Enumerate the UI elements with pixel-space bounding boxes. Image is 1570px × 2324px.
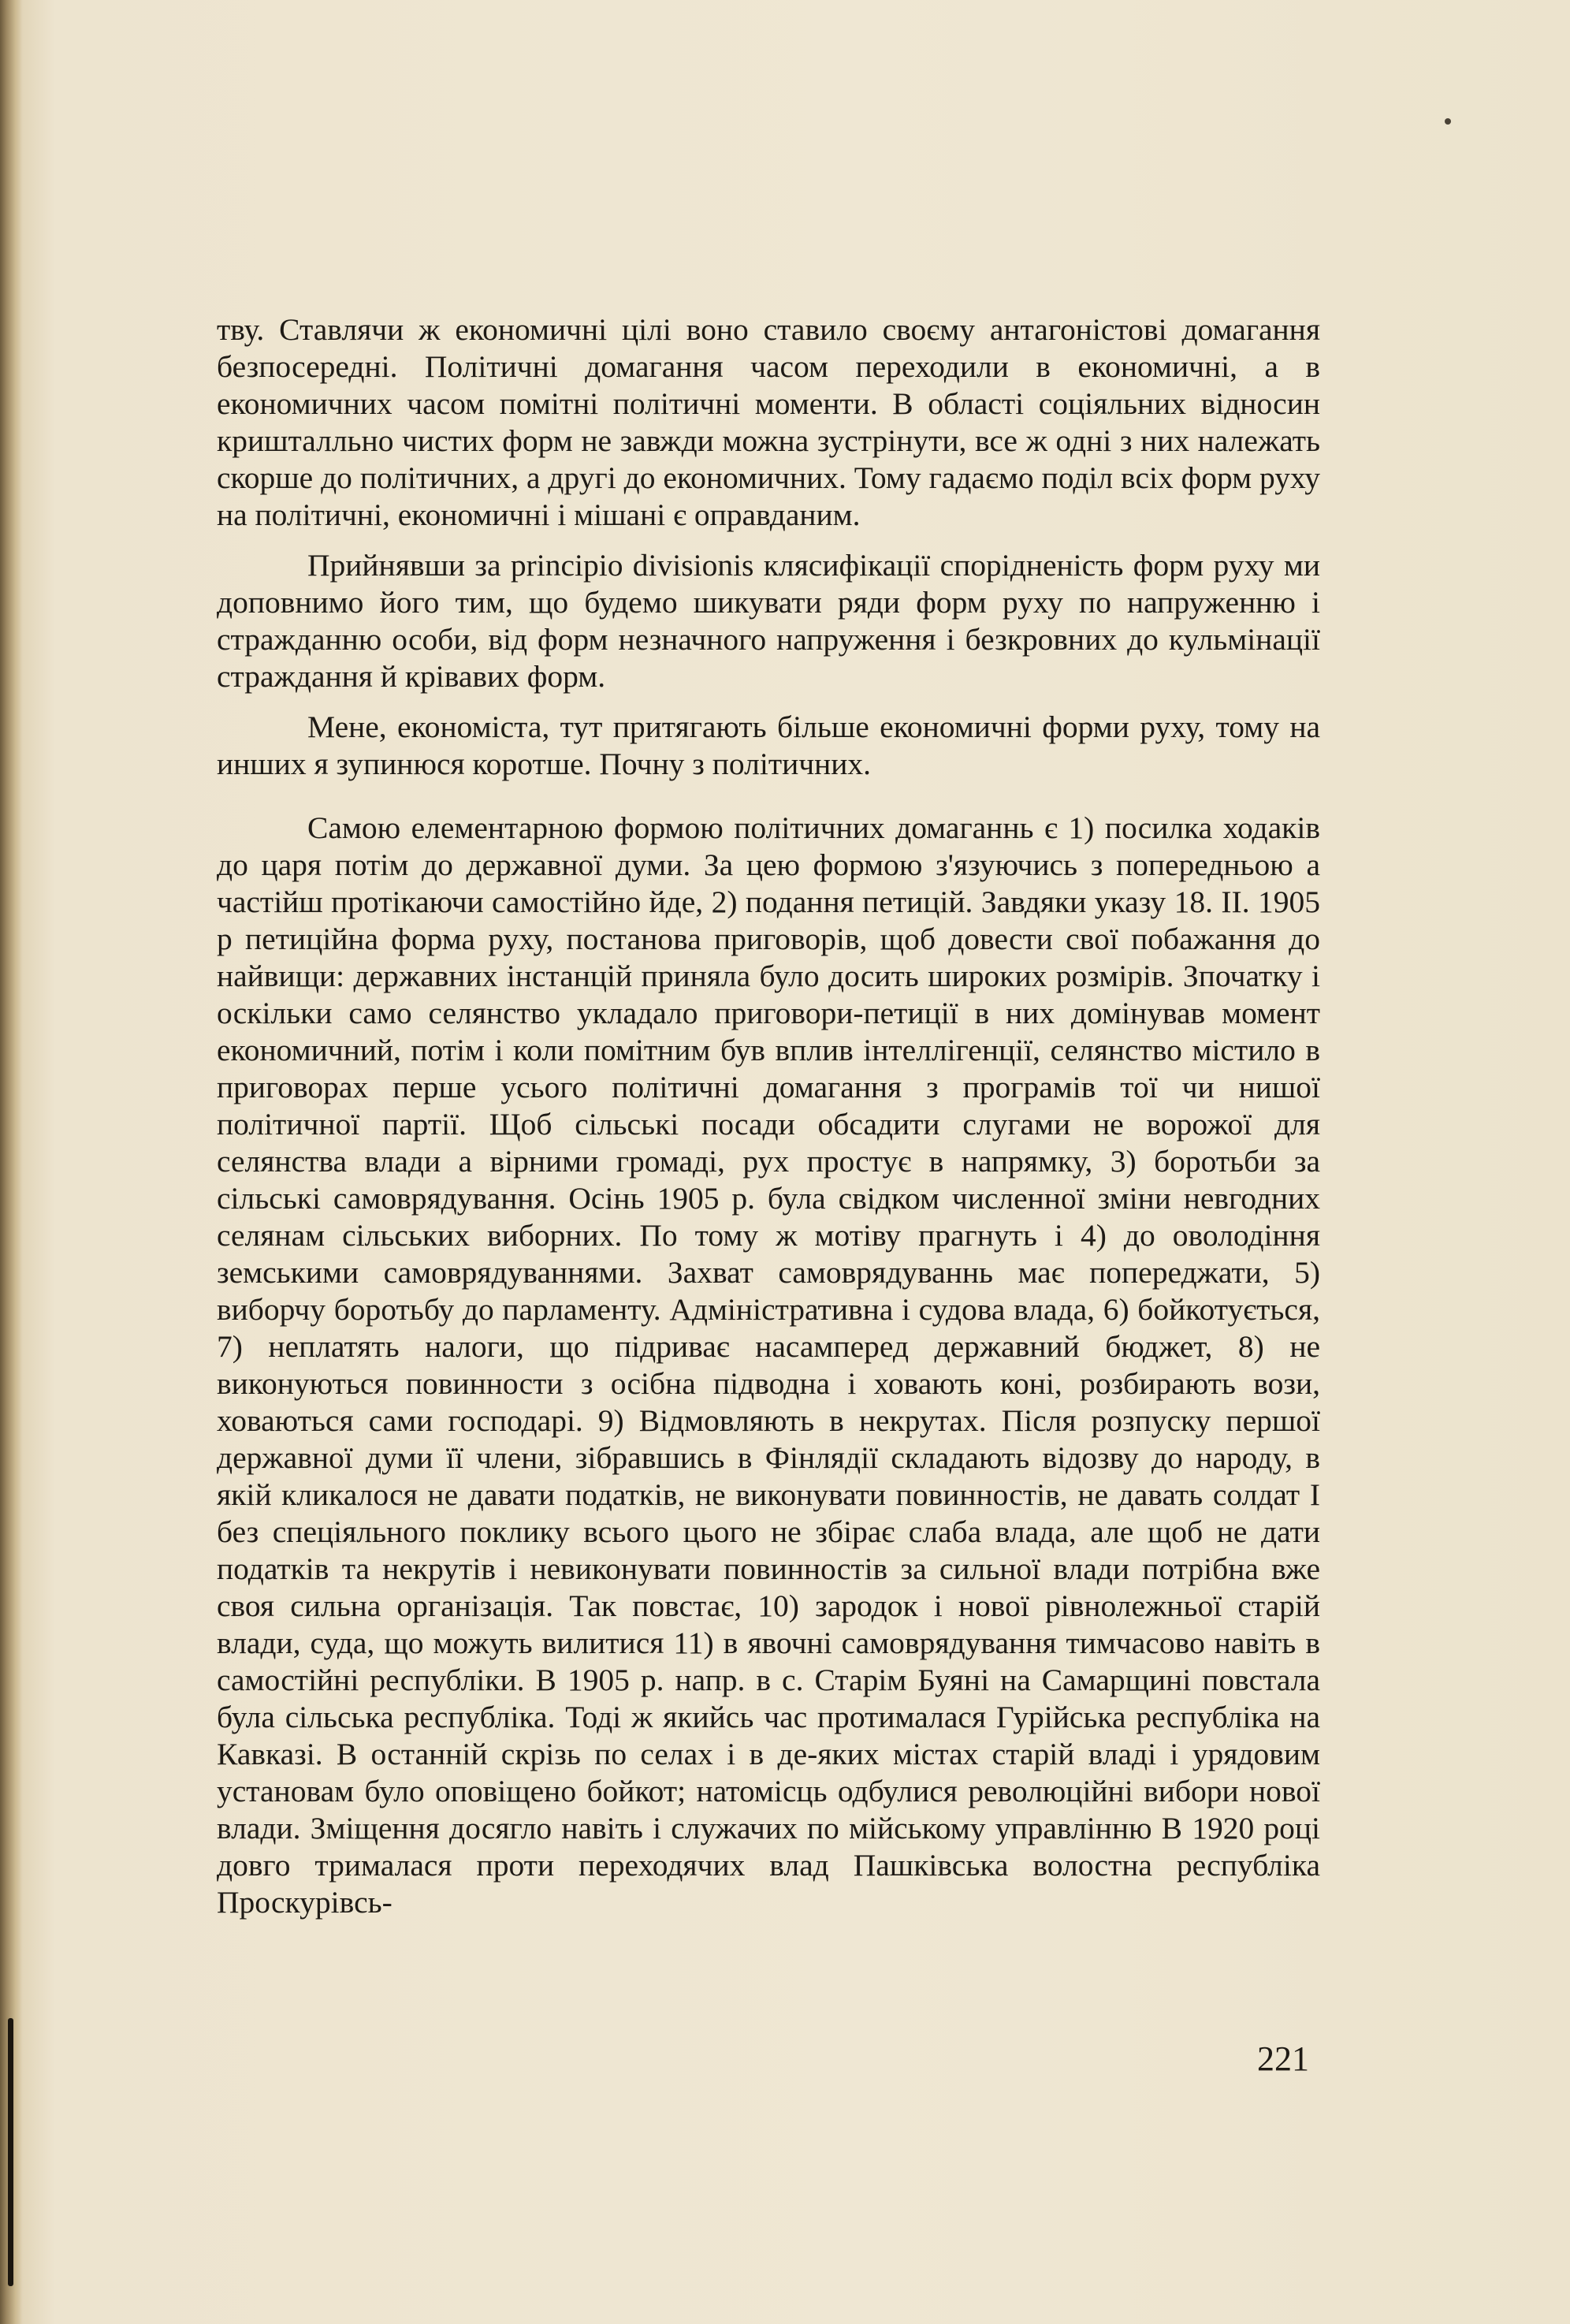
book-spine-shadow [0, 0, 22, 2324]
paragraph-continuation: тву. Ставлячи ж економичні цілі воно ставило своєму антагоністові домагання безпосередні. Політичні домагання часом переходили в економичні, а в економичних часом помітні політичні моменти. В області соціяльних відносин кришталльно чистих форм не завжди можна зустрінути, все ж одні з них належать скорше до політичних, а другі до економичних. Тому гадаємо поділ всіх форм руху на політичні, економичні і мішані є оправданим. [217, 312, 1320, 532]
paragraph-classification: Прийнявши за principio divisionis клясифікації спорідненість форм руху ми доповнимо його тим, що будемо шикувати ряди форм руху по напруженню і стражданню особи, від форм незначного напруження і безкровних до кульмінації страждання й крівавих форм. [217, 548, 1320, 694]
paragraph-political-forms: Самою елементарною формою політичних домаганнь є 1) посилка ходаків до царя потім до державної думи. За цею формою з'язуючись з попередньою а частійш протікаючи самостійно йде, 2) подання петицій. Завдяки указу 18. II. 1905 р петиційна форма руху, постанова приговорів, щоб довести свої побажання до найвищи: державних інстанцій приняла було досить широких розмірів. Зпочатку і оскільки само селянство укладало приговори-петиції в них домінував момент економичний, потім і коли помітним був вплив інтеллігенції, селянство містило в приговорах перше усього політичні домагання з програмів тої чи нишої політичної партії. Щоб сільські посади обсадити слугами не ворожої для селянства влади а вірними громаді, рух простує в напрямку, 3) боротьби за сільські самоврядування. Осінь 1905 р. була свідком численної зміни невгодних селянам сільських виборних. По тому ж мотіву прагнуть і 4) до оволодіння земськими самоврядуваннями. Захват самоврядуваннь має попереджати, 5) виборчу боротьбу до парламенту. Адміністративна і судова влада, 6) бойкотується, 7) неплатять налоги, що підриває насамперед державний бюджет, 8) не виконуються повинности з осібна підводна і ховають коні, розбирають вози, ховаються сами господарі. 9) Відмовляють в некрутах. Після розпуску першої державної думи її члени, зібравшись в Фінлядії складають відозву до народу, в якій кликалося не давати податків, не виконувати повинностів, не давать солдат І без спеціяльного поклику всього цього не збірає слаба влада, але щоб не дати податків та некрутів і невиконувати повинностів за сильної влади потрібна вже своя сильна організація. Так повстає, 10) зародок і нової рівнолежньої старій влади, суда, що можуть вилитися 11) в явочні самоврядування тимчасово навіть в самостійні республіки. В 1905 р. напр. в с. Старім Буяні на Самарщині повстала була сільська республіка. Тоді ж якийсь час протималася Гурійська республіка на Кавказі. В останній скрізь по селах і в де-яких містах старій владі і урядовим установам було оповіщено бойкот; натомісць одбулися революційні вибори нової влади. Зміщення досягло навіть і служачих по мійському управлінню В 1920 році довго трималася проти переходячих влад Пашківська волостна республіка Проскурівсь- [217, 810, 1320, 1920]
paragraph-economist: Мене, економіста, тут притягають більше економичні форми руху, тому на инших я зупинюся коротше. Почну з політичних. [217, 709, 1320, 781]
page-number: 221 [1257, 2039, 1309, 2078]
body-text [217, 311, 1320, 1921]
ink-speck [1445, 118, 1451, 125]
binding-mark [8, 2018, 13, 2286]
